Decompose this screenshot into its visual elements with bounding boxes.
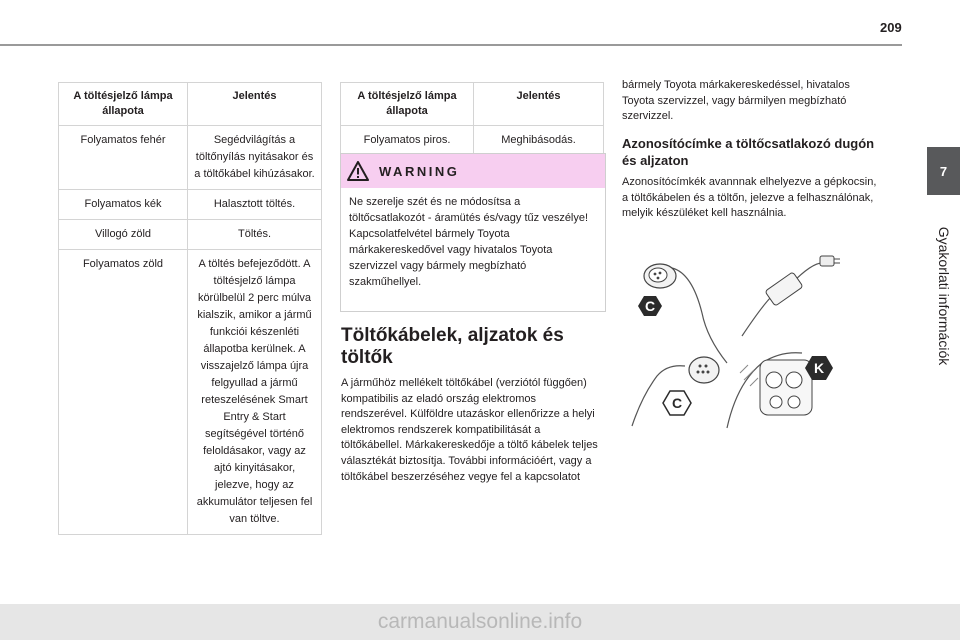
table-row — [341, 126, 604, 156]
warning-box — [340, 153, 606, 312]
badge-k-label: K — [813, 360, 825, 376]
table-cell: Folyamatos kék — [59, 190, 188, 220]
table-header-row — [341, 83, 604, 126]
charging-connectors-illustration — [612, 248, 852, 438]
watermark-text: carmanualsonline.info — [377, 610, 583, 633]
section-title: Töltőkábelek, aljzatok és töltők — [341, 325, 564, 368]
warning-title: WARNING — [379, 163, 460, 179]
table-cell: Meghibásodás. — [474, 126, 604, 156]
table-row — [59, 126, 322, 190]
page-number: 209 — [880, 20, 902, 35]
section-body: A járműhöz mellékelt töltőkábel (verziótól függően) kompatibilis az eladó ország elektromos rendszerével. Külföldre utazáskor ellenőrizze a helyi elektromos rendszerek kompatibilitását a töltőkábellel. Márkakereskedője a töltő kábelek teljes választékát biztosítja. További információért, vagy a töltőkábel beszerzéséhez vegye fel a kapcsolatot — [341, 377, 598, 483]
badge-c-label: C — [644, 298, 656, 314]
badge-c-outline-icon — [663, 391, 691, 415]
id-label-text: Azonosítócímkék avannnak elhelyezve a gépkocsin, a töltőkábelen és a töltőn, jelezve a felhasználónak, melyik készüléket kell használnia. — [622, 176, 877, 220]
warning-header — [341, 154, 605, 188]
watermark-bar — [0, 604, 960, 640]
badge-c-icon — [638, 296, 662, 316]
chapter-number: 7 — [939, 163, 948, 179]
id-label-heading: Azonosítócímke a töltőcsatlakozó dugón és aljzaton — [622, 136, 875, 168]
chapter-tab[interactable] — [927, 147, 960, 195]
charging-cable-image — [742, 256, 840, 336]
table-cell: Halasztott töltés. — [188, 190, 322, 220]
table-cell: Villogó zöld — [59, 220, 188, 250]
table-header-cell: Jelentés — [188, 83, 322, 126]
badge-c-outline-label: C — [671, 395, 683, 411]
header-divider — [0, 44, 902, 46]
table-row — [59, 190, 322, 220]
table-cell: Folyamatos zöld — [59, 250, 188, 535]
chapter-label — [927, 203, 960, 388]
continued-text: bármely Toyota márkakereskedéssel, hivatalos Toyota szervizzel, vagy bármilyen megbízható szervizzel. — [622, 79, 850, 123]
fault-indicator-table — [340, 82, 604, 156]
vehicle-inlet-image — [727, 353, 812, 428]
table-cell: Töltés. — [188, 220, 322, 250]
warning-text: Ne szerelje szét és ne módosítsa a töltőcsatlakozót - áramütés és/vagy tűz veszélye! Kapcsolatfelvétel bármely Toyota márkakereskedővel vagy hivatalos Toyota szervizzel vagy bármely megbízható szakműhellyel. — [349, 196, 589, 288]
table-cell: Folyamatos fehér — [59, 126, 188, 190]
table-header-row — [59, 83, 322, 126]
table-header-cell: A töltésjelző lámpa állapota — [73, 90, 173, 117]
table-row — [59, 250, 322, 535]
table-row — [59, 220, 322, 250]
chapter-label-text: Gyakorlati információk — [935, 226, 952, 365]
table-cell: Segédvilágítás a töltőnyílás nyitásakor és a töltőkábel kihúzásakor. — [188, 126, 322, 190]
table-header-cell: Jelentés — [474, 83, 604, 126]
table-cell: Folyamatos piros. — [341, 126, 474, 156]
warning-triangle-icon — [347, 161, 369, 181]
table-cell: A töltés befejeződött. A töltésjelző lámpa körülbelül 2 perc múlva kialszik, amikor a jármű funkciói készenléti állapotba kerülnek. A visszajelző lámpa újra felgyullad a jármű reteszelésének Smart Entry & Start segítségével történő feloldásakor, vagy az ajtó kinyitásakor, jelezve, hogy az akkumulátor teljesen fel van töltve. — [188, 250, 322, 535]
table-header-cell: A töltésjelző lámpa állapota — [357, 90, 457, 117]
charge-indicator-table — [58, 82, 322, 535]
